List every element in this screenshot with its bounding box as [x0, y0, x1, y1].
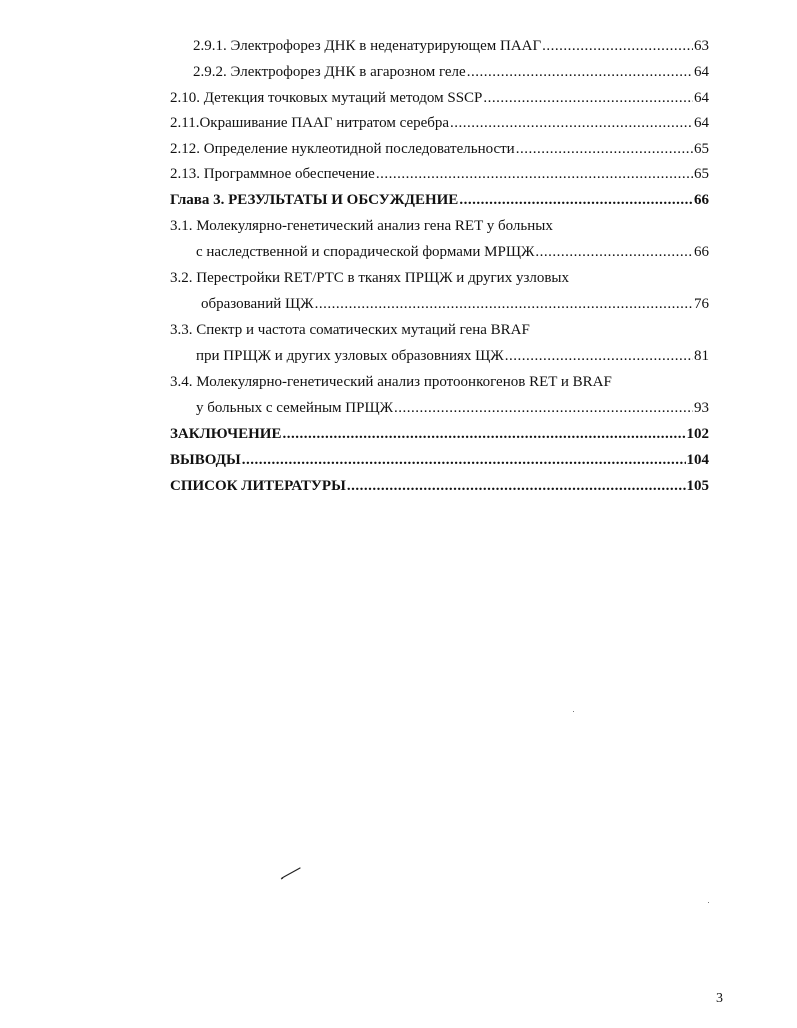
- toc-entry-page: 93: [694, 400, 709, 416]
- toc-entry-title: ЗАКЛЮЧЕНИЕ: [170, 426, 282, 442]
- toc-entry-title: 2.9.1. Электрофорез ДНК в неденатурирующем ПААГ: [193, 38, 542, 54]
- toc-entry-title: при ПРЩЖ и других узловых образовниях ЩЖ: [196, 348, 504, 364]
- toc-entry-page: 66: [694, 244, 709, 260]
- dot-leader: [282, 424, 685, 444]
- toc-entry-3-1-line-2: [196, 242, 709, 262]
- dot-leader: [535, 242, 693, 262]
- toc-entry-page: 65: [694, 166, 709, 182]
- scan-speck: [573, 711, 574, 712]
- toc-entry-page: 64: [694, 90, 709, 106]
- toc-entry-title: 2.13. Программное обеспечение: [170, 166, 375, 182]
- dot-leader: [483, 88, 693, 108]
- toc-entry-title: 2.11.Окрашивание ПААГ нитратом серебра: [170, 115, 450, 131]
- toc-entry-page: 64: [694, 115, 709, 131]
- dot-leader: [542, 36, 693, 56]
- toc-entry-title: образований ЩЖ: [201, 296, 314, 312]
- toc-entry-page: 76: [694, 296, 709, 312]
- toc-entry-page: 102: [686, 426, 709, 442]
- dot-leader: [450, 113, 693, 133]
- toc-entry-title: 2.9.2. Электрофорез ДНК в агарозном геле: [193, 64, 466, 80]
- toc-entry-3-2-line-1: 3.2. Перестройки RET/PTC в тканях ПРЩЖ и других узловых: [170, 270, 570, 286]
- dot-leader: [347, 476, 686, 496]
- dot-leader: [459, 190, 693, 210]
- scan-speck: [708, 902, 709, 903]
- toc-entry-title: с наследственной и спорадической формами МРЩЖ: [196, 244, 535, 260]
- pen-stroke-mark: [280, 866, 302, 880]
- toc-entry-page: 81: [694, 348, 709, 364]
- dot-leader: [315, 294, 693, 314]
- toc-entry-2-9-2: [193, 62, 709, 82]
- toc-entry-2-9-1: [193, 36, 709, 56]
- toc-entry-3-4-line-1: 3.4. Молекулярно-генетический анализ протоонкогенов RET и BRAF: [170, 374, 612, 390]
- toc-entry-page: 64: [694, 64, 709, 80]
- toc-entry-3-4-line-2: [196, 398, 709, 418]
- toc-entry-title: 2.10. Детекция точковых мутаций методом SSCP: [170, 90, 483, 106]
- toc-entry-3-2-line-2: [201, 294, 709, 314]
- toc-entry-references: [170, 476, 709, 496]
- toc-entry-title: у больных с семейным ПРЩЖ: [196, 400, 394, 416]
- toc-entry-page: 63: [694, 38, 709, 54]
- toc-entry-2-10: [170, 88, 709, 108]
- toc-entry-page: 66: [694, 192, 709, 208]
- toc-entry-3-1-line-1: 3.1. Молекулярно-генетический анализ гена RET у больных: [170, 218, 553, 234]
- page-number: 3: [716, 991, 723, 1006]
- toc-entry-title: Глава 3. РЕЗУЛЬТАТЫ И ОБСУЖДЕНИЕ: [170, 192, 459, 208]
- toc-entry-findings: [170, 450, 709, 470]
- dot-leader: [467, 62, 693, 82]
- dot-leader: [505, 346, 693, 366]
- toc-entry-conclusion: [170, 424, 709, 444]
- toc-entry-title: СПИСОК ЛИТЕРАТУРЫ: [170, 478, 346, 494]
- toc-entry-title: 2.12. Определение нуклеотидной последовательности: [170, 141, 515, 157]
- dot-leader: [516, 139, 693, 159]
- toc-entry-2-12: [170, 139, 709, 159]
- toc-entry-title: ВЫВОДЫ: [170, 452, 241, 468]
- dot-leader: [376, 164, 693, 184]
- toc-entry-2-13: [170, 164, 709, 184]
- toc-entry-page: 105: [686, 478, 709, 494]
- toc-entry-3-3-line-1: 3.3. Спектр и частота соматических мутаций гена BRAF: [170, 322, 530, 338]
- toc-entry-page: 104: [686, 452, 709, 468]
- toc-entry-chapter-3: [170, 190, 709, 210]
- dot-leader: [394, 398, 693, 418]
- toc-entry-3-3-line-2: [196, 346, 709, 366]
- dot-leader: [242, 450, 686, 470]
- toc-entry-2-11: [170, 113, 709, 133]
- toc-entry-page: 65: [694, 141, 709, 157]
